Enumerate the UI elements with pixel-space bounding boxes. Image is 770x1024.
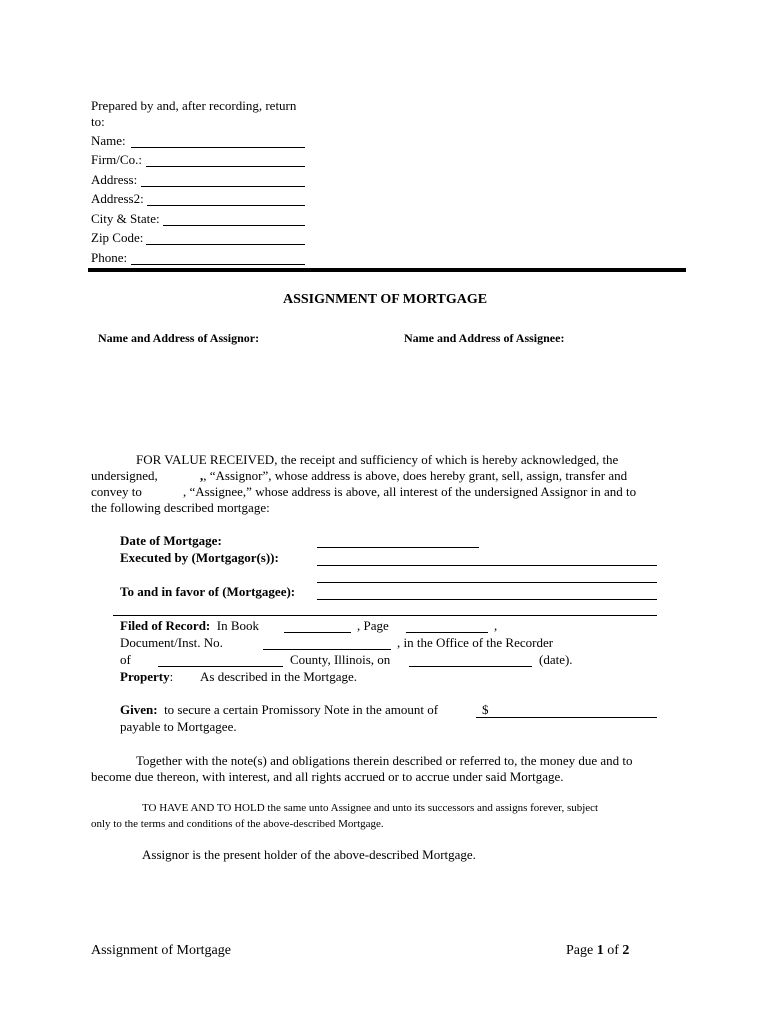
office-recorder-text: , in the Office of the Recorder [397,635,554,650]
address-field[interactable] [141,186,305,187]
date-field[interactable] [409,666,532,667]
date-of-mortgage-field[interactable] [317,547,479,548]
page-word: Page [566,943,594,958]
property-value: As described in the Mortgage. [200,669,358,684]
firm-label: Firm/Co.: [91,152,142,167]
city-state-field[interactable] [163,225,305,226]
assignee-heading: Name and Address of Assignee: [404,331,565,345]
given-text: to secure a certain Promissory Note in the amount of [164,702,439,717]
date-suffix: (date). [539,652,573,667]
mortgagee-field-1[interactable] [317,599,657,600]
phone-field[interactable] [131,264,305,265]
of-word: of [607,943,619,958]
executed-by-label: Executed by (Mortgagor(s)): [120,550,279,565]
county-field[interactable] [158,666,283,667]
property-colon: : [169,669,174,684]
document-inst-label: Document/Inst. No. [120,635,223,650]
zip-code-field[interactable] [146,244,305,245]
in-favor-of-label: To and in favor of (Mortgagee): [120,584,296,599]
property-label: Property [120,669,170,684]
footer-title: Assignment of Mortgage [91,943,231,958]
page-field[interactable] [406,632,488,633]
to-have-line-2: only to the terms and conditions of the above-described Mortgage. [91,818,384,830]
assignor-heading: Name and Address of Assignor: [98,331,260,345]
name-field[interactable] [131,147,305,148]
given-label: Given: [120,702,158,717]
property-line [120,669,173,685]
zip-code-label: Zip Code: [91,230,144,245]
together-line-2: become due thereon, with interest, and all rights accrued or to accrue under said Mortgage. [91,769,564,784]
intro-line-2a: undersigned, [91,468,158,483]
address2-label: Address2: [91,191,144,206]
intro-line-1: FOR VALUE RECEIVED, the receipt and sufficiency of which is hereby acknowledged, the [136,452,619,467]
prepared-by-heading-cont: to: [91,114,105,129]
intro-line-3a: convey to [91,484,142,499]
phone-label: Phone: [91,250,128,265]
filed-of-record-line [120,618,259,634]
amount-field[interactable] [476,717,657,718]
mortgagor-field-2[interactable] [317,582,657,583]
mortgagor-field-1[interactable] [317,565,657,566]
page-current: 1 [596,943,604,958]
page-label: , Page [357,618,389,633]
document-title: ASSIGNMENT OF MORTGAGE [282,292,488,307]
prepared-by-heading: Prepared by and, after recording, return [91,98,297,113]
holder-statement: Assignor is the present holder of the above-described Mortgage. [142,847,476,862]
of-label: of [120,652,131,667]
intro-line-2b: ,, “Assignor”, whose address is above, does hereby grant, sell, assign, transfer and [200,468,628,483]
filed-of-record-label: Filed of Record: [120,618,211,633]
city-state-label: City & State: [91,211,160,226]
to-have-line-1: TO HAVE AND TO HOLD the same unto Assignee and unto its successors and assigns forever, subject [142,802,599,814]
in-book-label: In Book [216,618,260,633]
page-comma: , [494,618,498,633]
county-illinois-text: County, Illinois, on [290,652,391,667]
address-label: Address: [91,172,138,187]
book-field[interactable] [284,632,351,633]
firm-field[interactable] [146,166,305,167]
dollar-sign: $ [482,702,489,717]
date-of-mortgage-label: Date of Mortgage: [120,533,222,548]
mortgagee-field-2[interactable] [113,615,657,616]
intro-line-2-rest: , “Assignor”, whose address is above, does hereby grant, sell, assign, transfer and [203,468,628,483]
intro-line-4: the following described mortgage: [91,500,270,515]
given-line [120,702,438,718]
name-label: Name: [91,133,126,148]
address2-field[interactable] [147,205,305,206]
together-line-1: Together with the note(s) and obligations therein described or referred to, the money due and to [136,753,633,768]
page-total: 2 [622,943,630,958]
page-number [566,943,629,959]
header-divider [88,268,686,272]
document-inst-field[interactable] [263,649,391,650]
payable-text: payable to Mortgagee. [120,719,237,734]
intro-line-3b: , “Assignee,” whose address is above, all interest of the undersigned Assignor in and to [183,484,637,499]
